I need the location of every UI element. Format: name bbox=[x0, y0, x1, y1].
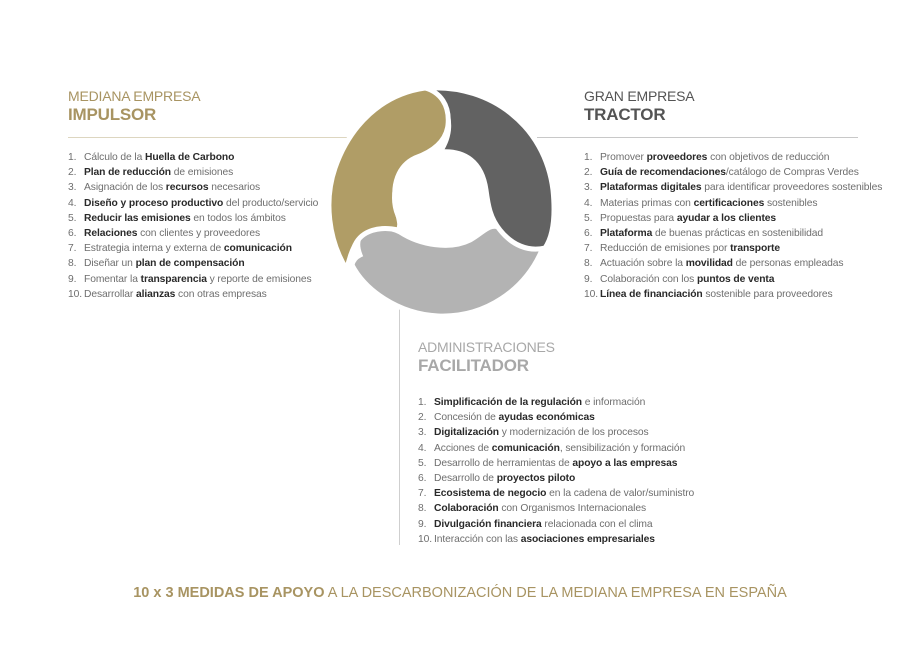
impulsor-item-8 bbox=[68, 256, 318, 271]
facilitador-subtitle: ADMINISTRACIONES bbox=[418, 339, 555, 355]
item-text bbox=[434, 501, 646, 516]
item-text bbox=[84, 226, 260, 241]
item-text-bold: apoyo a las empresas bbox=[572, 457, 678, 469]
item-text-bold: Guía de recomendaciones bbox=[600, 167, 726, 179]
item-text-bold: comunicación bbox=[223, 243, 292, 255]
item-number: 1. bbox=[584, 152, 593, 163]
item-number: 5. bbox=[68, 212, 77, 224]
item-text bbox=[84, 180, 260, 195]
item-text-regular: sostenibles bbox=[764, 197, 818, 209]
item-number: 5. bbox=[418, 457, 427, 469]
tractor-item-1 bbox=[584, 150, 882, 165]
facilitador-item-4 bbox=[418, 441, 694, 456]
tractor-item-3 bbox=[584, 180, 882, 195]
item-text-bold: comunicación bbox=[491, 442, 560, 454]
item-text bbox=[84, 287, 267, 302]
tractor-item-10 bbox=[584, 287, 882, 302]
item-number: 10. bbox=[584, 288, 599, 300]
item-text-regular: Actuación sobre la bbox=[600, 258, 686, 270]
item-number: 7. bbox=[418, 488, 427, 500]
item-text-regular: e información bbox=[581, 397, 646, 408]
item-text bbox=[434, 410, 595, 425]
facilitador-item-5 bbox=[418, 456, 694, 471]
item-text-bold: ayudas económicas bbox=[498, 412, 595, 424]
item-text-regular: Desarrollo de herramientas de bbox=[434, 457, 573, 469]
item-text-regular: de personas empleadas bbox=[732, 258, 844, 270]
item-text-bold: Plataformas digitales bbox=[600, 182, 702, 194]
item-text-bold: Simplificación de la regulación bbox=[434, 397, 582, 408]
item-text-bold: certificaciones bbox=[693, 197, 765, 209]
item-text-regular: , sensibilización y formación bbox=[559, 442, 686, 454]
impulsor-item-4 bbox=[68, 196, 318, 211]
impulsor-item-5 bbox=[68, 211, 318, 226]
item-text-bold: movilidad bbox=[685, 258, 733, 270]
item-text bbox=[84, 165, 233, 180]
item-text bbox=[434, 471, 575, 486]
item-text-regular: /catálogo de Compras Verdes bbox=[725, 167, 859, 179]
facilitador-item-1 bbox=[418, 395, 694, 410]
item-number: 2. bbox=[68, 167, 77, 179]
item-number: 4. bbox=[584, 197, 593, 209]
tractor-list bbox=[584, 150, 882, 302]
item-text bbox=[600, 180, 882, 195]
item-text-bold: Divulgación financiera bbox=[434, 518, 542, 530]
facilitador-item-2 bbox=[418, 410, 694, 425]
item-number: 7. bbox=[68, 243, 77, 255]
impulsor-item-10 bbox=[68, 287, 318, 302]
item-text-bold: Colaboración bbox=[434, 503, 499, 515]
item-text-regular: en todos los ámbitos bbox=[190, 212, 286, 224]
item-number: 3. bbox=[418, 427, 427, 439]
item-text-regular: Estrategia interna y externa de bbox=[84, 243, 224, 255]
tractor-item-2 bbox=[584, 165, 882, 180]
item-text bbox=[434, 486, 694, 501]
tractor-header bbox=[584, 88, 694, 126]
impulsor-subtitle: MEDIANA EMPRESA bbox=[68, 88, 201, 104]
impulsor-item-3 bbox=[68, 180, 318, 195]
item-number: 6. bbox=[68, 228, 77, 240]
item-text bbox=[600, 211, 776, 226]
item-text-regular: de emisiones bbox=[171, 167, 234, 179]
item-text bbox=[84, 241, 292, 256]
item-text-regular: en la cadena de valor/suministro bbox=[546, 488, 695, 500]
item-text-bold: recursos bbox=[165, 182, 209, 194]
facilitador-divider bbox=[399, 300, 400, 545]
item-number: 8. bbox=[584, 258, 593, 270]
item-text bbox=[84, 150, 234, 165]
facilitador-item-9 bbox=[418, 517, 694, 532]
item-text bbox=[600, 272, 774, 287]
item-text-regular: Desarrollo de bbox=[434, 473, 497, 485]
item-text-regular: relacionada con el clima bbox=[541, 518, 653, 530]
item-text-regular: Cálculo de la bbox=[84, 152, 145, 163]
impulsor-list bbox=[68, 150, 318, 302]
item-number: 8. bbox=[418, 503, 427, 515]
item-number: 8. bbox=[68, 258, 77, 270]
item-text-regular: sostenible para proveedores bbox=[702, 288, 833, 300]
impulsor-title: IMPULSOR bbox=[68, 105, 157, 124]
item-text-bold: Plan de reducción bbox=[84, 167, 171, 179]
facilitador-item-8 bbox=[418, 501, 694, 516]
impulsor-item-9 bbox=[68, 272, 318, 287]
item-text-bold: Relaciones bbox=[84, 228, 138, 240]
item-text bbox=[84, 256, 245, 271]
item-text-bold: Digitalización bbox=[434, 427, 499, 439]
item-text bbox=[434, 425, 649, 440]
item-text bbox=[434, 441, 685, 456]
item-text bbox=[600, 196, 817, 211]
item-number: 9. bbox=[418, 518, 427, 530]
item-text-regular: Asignación de los bbox=[84, 182, 166, 194]
three-segment-donut-diagram bbox=[320, 80, 560, 320]
item-text-regular: con otras empresas bbox=[175, 288, 267, 300]
item-text bbox=[600, 150, 829, 165]
item-text-bold: Reducir las emisiones bbox=[84, 212, 191, 224]
item-text-bold: alianzas bbox=[136, 288, 176, 300]
item-text bbox=[600, 287, 833, 302]
item-text-regular: Colaboración con los bbox=[600, 273, 697, 285]
item-text-bold: Línea de financiación bbox=[600, 288, 703, 300]
item-number: 10. bbox=[68, 288, 83, 300]
item-text-regular: Acciones de bbox=[434, 442, 492, 454]
item-number: 1. bbox=[418, 397, 427, 408]
item-number: 3. bbox=[584, 182, 593, 194]
impulsor-divider bbox=[68, 137, 348, 138]
item-text-regular: con Organismos Internacionales bbox=[498, 503, 647, 515]
tractor-item-7 bbox=[584, 241, 882, 256]
footer-bold: 10 x 3 MEDIDAS DE APOYO bbox=[133, 585, 325, 601]
item-text bbox=[434, 395, 645, 410]
item-text bbox=[84, 196, 318, 211]
item-text-bold: Ecosistema de negocio bbox=[434, 488, 547, 500]
donut-center bbox=[392, 150, 488, 246]
item-text-bold: Huella de Carbono bbox=[145, 152, 235, 163]
item-text-regular: del producto/servicio bbox=[223, 197, 319, 209]
item-text-bold: plan de compensación bbox=[135, 258, 245, 270]
item-number: 5. bbox=[584, 212, 593, 224]
item-text-bold: proveedores bbox=[646, 152, 708, 163]
item-number: 1. bbox=[68, 152, 77, 163]
tractor-item-6 bbox=[584, 226, 882, 241]
item-text-regular: Materias primas con bbox=[600, 197, 694, 209]
item-text-regular: Diseñar un bbox=[84, 258, 136, 270]
item-text-bold: transparencia bbox=[140, 273, 207, 285]
tractor-item-9 bbox=[584, 272, 882, 287]
item-number: 6. bbox=[418, 473, 427, 485]
item-text bbox=[434, 517, 653, 532]
facilitador-item-3 bbox=[418, 425, 694, 440]
item-number: 4. bbox=[418, 442, 427, 454]
item-text-regular: Promover bbox=[600, 152, 647, 163]
item-number: 9. bbox=[584, 273, 593, 285]
item-text-regular: con objetivos de reducción bbox=[707, 152, 830, 163]
item-text bbox=[434, 532, 655, 547]
impulsor-item-6 bbox=[68, 226, 318, 241]
facilitador-item-10 bbox=[418, 532, 694, 547]
item-text-bold: Plataforma bbox=[600, 228, 653, 240]
item-text bbox=[600, 256, 843, 271]
facilitador-list bbox=[418, 395, 694, 547]
item-text-regular: necesarios bbox=[208, 182, 261, 194]
tractor-item-8 bbox=[584, 256, 882, 271]
item-number: 10. bbox=[418, 533, 433, 545]
item-number: 7. bbox=[584, 243, 593, 255]
item-text-regular: Propuestas para bbox=[600, 212, 677, 224]
facilitador-title: FACILITADOR bbox=[418, 356, 529, 375]
footer-caption bbox=[0, 585, 920, 601]
item-text-regular: Fomentar la bbox=[84, 273, 141, 285]
facilitador-item-6 bbox=[418, 471, 694, 486]
item-text-bold: transporte bbox=[730, 243, 781, 255]
item-number: 9. bbox=[68, 273, 77, 285]
item-number: 2. bbox=[418, 412, 427, 424]
item-text-regular: de buenas prácticas en sostenibilidad bbox=[652, 228, 824, 240]
impulsor-item-2 bbox=[68, 165, 318, 180]
item-text bbox=[434, 456, 677, 471]
impulsor-header bbox=[68, 88, 200, 126]
item-text-bold: Diseño y proceso productivo bbox=[84, 197, 224, 209]
item-number: 4. bbox=[68, 197, 77, 209]
item-text-bold: proyectos piloto bbox=[496, 473, 576, 485]
item-text-bold: asociaciones empresariales bbox=[520, 533, 655, 545]
item-text-regular: para identificar proveedores sostenibles bbox=[701, 182, 883, 194]
item-text-regular: con clientes y proveedores bbox=[137, 228, 261, 240]
item-text-regular: Desarrollar bbox=[84, 288, 137, 300]
facilitador-item-7 bbox=[418, 486, 694, 501]
item-text bbox=[84, 211, 286, 226]
item-text-regular: Concesión de bbox=[434, 412, 499, 424]
tractor-divider bbox=[537, 137, 858, 138]
item-text-regular: Interacción con las bbox=[434, 533, 521, 545]
item-text-bold: ayudar a los clientes bbox=[676, 212, 777, 224]
item-text bbox=[84, 272, 312, 287]
item-number: 6. bbox=[584, 228, 593, 240]
facilitador-header bbox=[418, 339, 555, 377]
tractor-item-4 bbox=[584, 196, 882, 211]
item-text-regular: Reducción de emisiones por bbox=[600, 243, 731, 255]
impulsor-item-1 bbox=[68, 150, 318, 165]
item-text bbox=[600, 165, 859, 180]
impulsor-item-7 bbox=[68, 241, 318, 256]
tractor-title: TRACTOR bbox=[584, 105, 666, 124]
item-text-regular: y reporte de emisiones bbox=[206, 273, 312, 285]
item-text-regular: y modernización de los procesos bbox=[498, 427, 649, 439]
item-number: 2. bbox=[584, 167, 593, 179]
item-text bbox=[600, 226, 823, 241]
item-number: 3. bbox=[68, 182, 77, 194]
tractor-subtitle: GRAN EMPRESA bbox=[584, 88, 695, 104]
item-text-bold: puntos de venta bbox=[696, 273, 775, 285]
item-text bbox=[600, 241, 780, 256]
tractor-item-5 bbox=[584, 211, 882, 226]
footer-rest: A LA DESCARBONIZACIÓN DE LA MEDIANA EMPRESA EN ESPAÑA bbox=[324, 585, 787, 601]
